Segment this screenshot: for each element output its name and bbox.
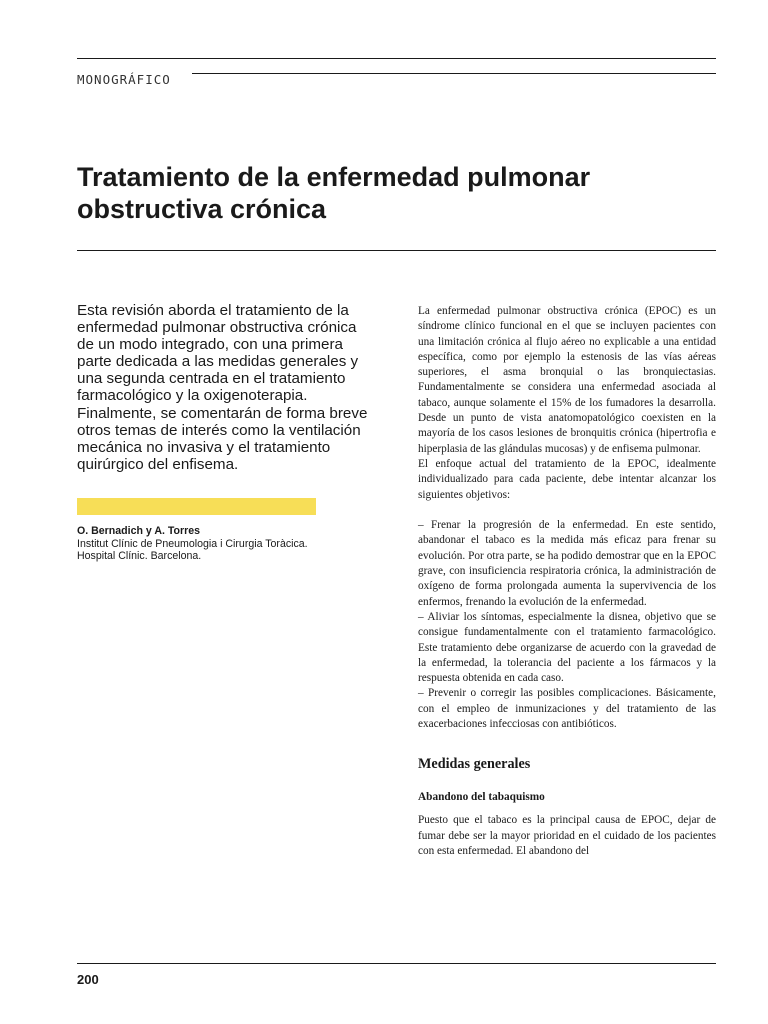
footer-rule [77, 963, 716, 964]
body-column [418, 304, 716, 859]
author-affiliation-line2: Hospital Clínic. Barcelona. [77, 550, 202, 562]
section-heading: Medidas generales [418, 756, 531, 773]
header-rule-short [192, 73, 716, 74]
body-paragraph-2: El enfoque actual del tratamiento de la EPOC, idealmente individualizado para cada paciente, debe intentar alcanzar los siguientes objetivos: [418, 457, 716, 501]
section-label: MONOGRÁFICO [77, 72, 171, 87]
objective-1: – Frenar la progresión de la enfermedad. En este sentido, abandonar el tabaco es la medida más eficaz para frenar su evolución. Por otra parte, se ha podido demostrar que en la EPOC grave, con insuficiencia respiratoria crónica, la administración de oxígeno de forma prolongada aumenta la supervivencia de los enfermos, frenando la evolución de la enfermedad. [418, 519, 716, 608]
author-affiliation-line1: Institut Clínic de Pneumologia i Cirurgia Toràcica. [77, 537, 308, 550]
body-paragraph-3: Puesto que el tabaco es la principal causa de EPOC, dejar de fumar debe ser la mayor prioridad en el cuidado de los pacientes con esta enfermedad. El abandono del [418, 814, 716, 857]
article-title: Tratamiento de la enfermedad pulmonar obstructiva crónica [77, 162, 591, 224]
author-names: O. Bernadich y A. Torres [77, 525, 201, 537]
author-block [77, 525, 377, 563]
body-paragraph-1: La enfermedad pulmonar obstructiva crónica (EPOC) es un síndrome clínico funcional en el que se incluyen pacientes con una limitación crónica al flujo aéreo no explicable a una entidad específica, como por ejemplo la estenosis de las vías aéreas superiores, el asma bronquial o las bronquiectasias. Fundamentalmente se considera una enfermedad asociada al tabaco, aunque solamente el 15% de los fumadores la desarrolla. Desde un punto de vista anatomopatológico coexisten en la mayoría de los casos lesiones de bronquitis crónica (hipertrofia e hiperplasia de las glándulas mucosas) y de enfisema pulmonar. [418, 305, 716, 455]
header-rule-long [77, 58, 716, 59]
title-rule [77, 250, 716, 251]
objective-3: – Prevenir o corregir las posibles complicaciones. Básicamente, con el empleo de inmunizaciones y del tratamiento de las exacerbaciones infecciosas con antibióticos. [418, 687, 716, 731]
objective-2: – Aliviar los síntomas, especialmente la disnea, objetivo que se consigue fundamentalmente con el tratamiento farmacológico. Este tratamiento debe organizarse de acuerdo con la gravedad de la enfermedad, la tolerancia del paciente a los fármacos y la respuesta obtenida en cada caso. [418, 610, 716, 685]
page-number: 200 [77, 972, 99, 987]
article-abstract: Esta revisión aborda el tratamiento de la enfermedad pulmonar obstructiva crónica de un modo integrado, con una primera parte dedicada a las medidas generales y una segunda centrada en el tratamiento farmacológico y la oxigenoterapia. Finalmente, se comentarán de forma breve otros temas de interés como la ventilación mecánica no invasiva y el tratamiento quirúrgico del enfisema. [77, 302, 368, 473]
highlight-bar [77, 498, 316, 515]
subsection-heading: Abandono del tabaquismo [418, 791, 545, 804]
